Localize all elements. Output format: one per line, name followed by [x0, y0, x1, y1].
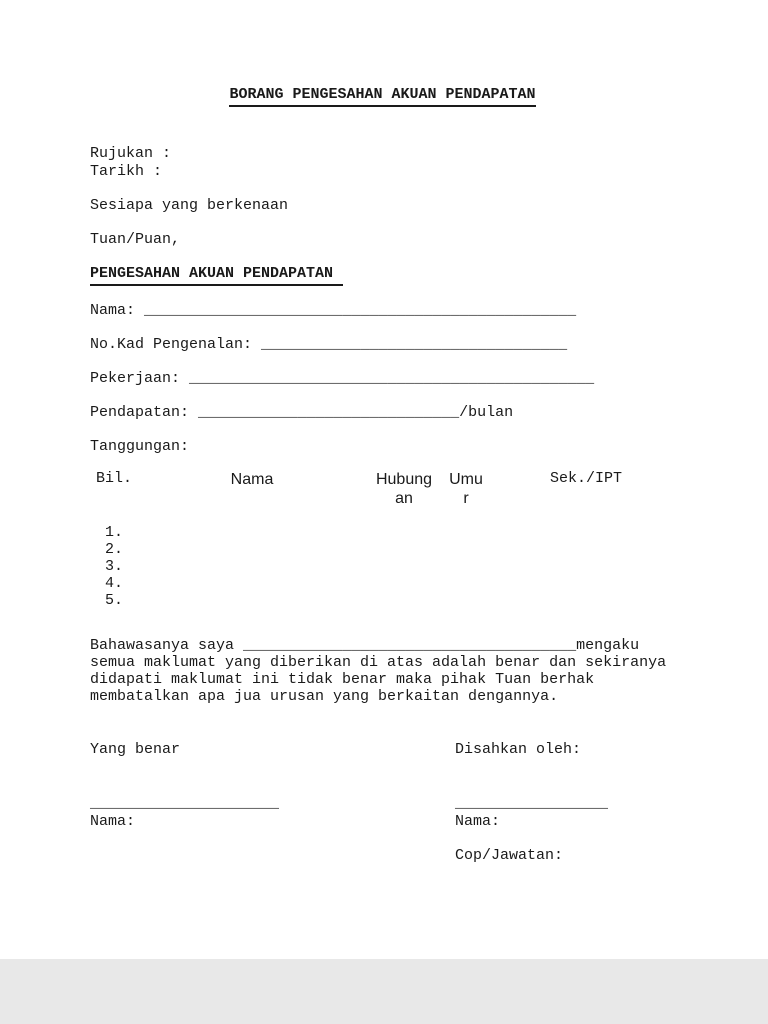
- signature-lines-row: [90, 795, 675, 813]
- right-signature-line: _________________: [455, 795, 609, 812]
- field-pendapatan-blank-line: _____________________________: [198, 404, 460, 421]
- declaration-prefix: Bahawasanya saya: [90, 637, 235, 654]
- salutation-line: Tuan/Puan,: [90, 231, 181, 248]
- disahkan-oleh-heading: Disahkan oleh:: [455, 741, 582, 758]
- dependent-row-1: 1.: [105, 524, 124, 541]
- rujukan-label: Rujukan :: [90, 145, 172, 162]
- field-pekerjaan: [90, 370, 675, 388]
- dependent-row-5: 5.: [105, 592, 124, 609]
- meta-block: [90, 145, 675, 181]
- document-title: BORANG PENGESAHAN AKUAN PENDAPATAN: [229, 86, 535, 107]
- declaration-suffix: mengaku semua maklumat yang diberikan di atas adalah benar dan sekiranya didapati maklumat ini tidak benar maka pihak Tuan berhak membatalkan apa jua urusan yang berkaitan dengannya.: [90, 637, 667, 705]
- field-nama-blank-line: ________________________________________________: [144, 302, 577, 319]
- column-header-umur: Umur: [449, 471, 483, 507]
- right-nama-label: Nama:: [455, 813, 501, 830]
- column-header-bil: Bil.: [96, 470, 133, 487]
- declaration-blank-line: _____________________________________: [243, 637, 577, 654]
- column-header-sek-ipt: Sek./IPT: [550, 470, 623, 487]
- signature-nama-row: [90, 813, 675, 831]
- field-nama: [90, 302, 675, 320]
- field-pekerjaan-blank-line: _____________________________________________: [189, 370, 595, 387]
- field-no-kad-pengenalan: [90, 336, 675, 354]
- field-nama-label: Nama:: [90, 302, 136, 319]
- dependents-list: [90, 524, 675, 609]
- dependent-row-3: 3.: [105, 558, 124, 575]
- field-pekerjaan-label: Pekerjaan:: [90, 370, 181, 387]
- recipient-line: Sesiapa yang berkenaan: [90, 197, 289, 214]
- cop-jawatan-label: Cop/Jawatan:: [455, 847, 564, 864]
- dependent-row-4: 4.: [105, 575, 124, 592]
- cop-jawatan-row: [90, 847, 675, 865]
- tarikh-label: Tarikh :: [90, 163, 163, 180]
- column-header-nama: Nama: [230, 471, 274, 488]
- yang-benar-heading: Yang benar: [90, 741, 181, 758]
- dependents-table-header: [90, 470, 675, 514]
- section-heading-row: [90, 265, 675, 286]
- left-nama-label: Nama:: [90, 813, 136, 830]
- title-row: [90, 0, 675, 107]
- left-signature-line: _____________________: [90, 795, 280, 812]
- tanggungan-label: Tanggungan:: [90, 438, 190, 455]
- field-kad-label: No.Kad Pengenalan:: [90, 336, 253, 353]
- section-heading: PENGESAHAN AKUAN PENDAPATAN: [90, 265, 343, 286]
- signature-headings-row: [90, 741, 675, 759]
- field-pendapatan-label: Pendapatan:: [90, 404, 190, 421]
- declaration-paragraph: [90, 637, 675, 705]
- field-kad-blank-line: __________________________________: [261, 336, 568, 353]
- dependent-row-2: 2.: [105, 541, 124, 558]
- field-pendapatan: [90, 404, 675, 422]
- field-pendapatan-suffix: /bulan: [459, 404, 514, 421]
- column-header-hubungan: Hubungan: [375, 471, 433, 507]
